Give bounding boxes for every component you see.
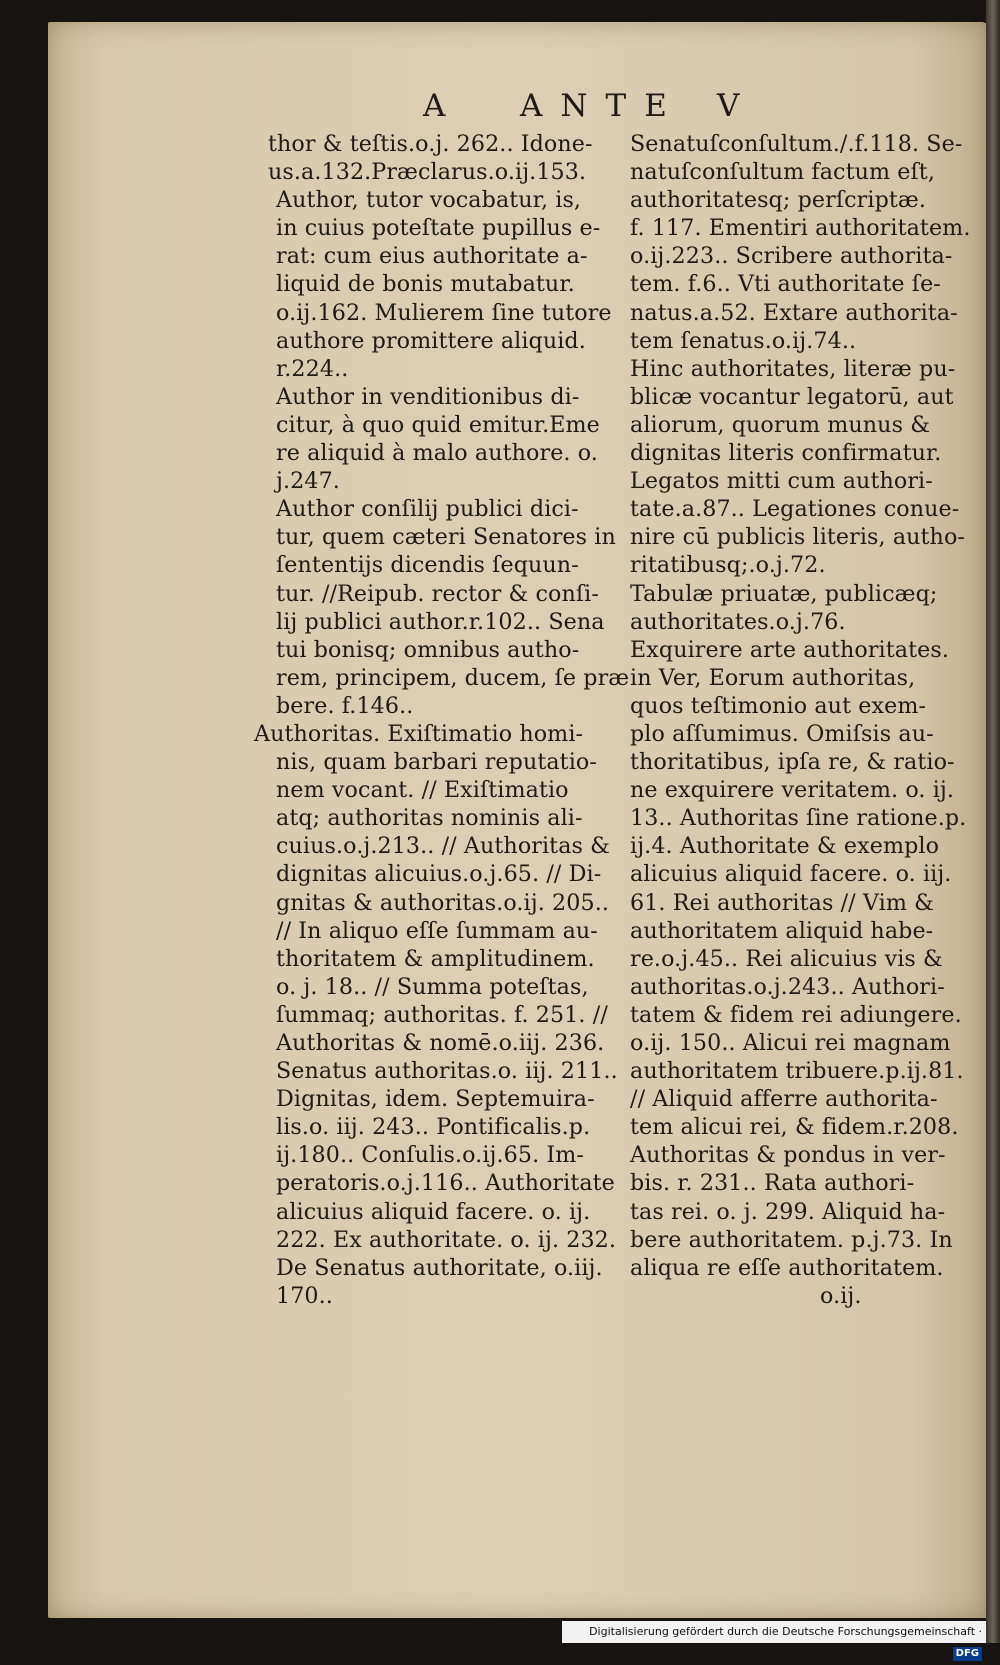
text-line: quos teſtimonio aut exem- xyxy=(630,692,927,719)
text-line: thoritatibus, ipſa re, & ratio- xyxy=(630,749,955,776)
left-column xyxy=(254,130,630,1310)
text-line: us.a.132.Præclarus.o.ij.153. xyxy=(268,159,587,186)
text-line: plo aſſumimus. Omiſsis au- xyxy=(630,720,934,747)
text-line: tem alicui rei, & fidem.r.208. xyxy=(630,1114,959,1141)
text-line: bere authoritatem. p.j.73. In xyxy=(630,1226,953,1253)
footer-credit: Digitalisierung gefördert durch die Deutsche Forschungsgemeinschaft · xyxy=(589,1625,982,1638)
text-line: tas rei. o. j. 299. Aliquid ha- xyxy=(630,1198,946,1225)
text-line: nis, quam barbari reputatio- xyxy=(276,749,597,776)
running-header xyxy=(0,88,1000,128)
text-line: cuius.o.j.213.. // Authoritas & xyxy=(276,833,611,860)
text-line: citur, à quo quid emitur.Eme xyxy=(276,411,600,438)
text-line: thor & teſtis.o.j. 262.. Idone- xyxy=(268,131,593,157)
text-line: alicuius aliquid facere. o. iij. xyxy=(630,861,952,888)
footer-bar xyxy=(562,1621,986,1659)
text-line: authore promittere aliquid. xyxy=(276,327,586,354)
text-line: o.ij. 150.. Alicui rei magnam xyxy=(630,1030,951,1056)
text-line: blicæ vocantur legatorū, aut xyxy=(630,383,954,410)
text-line: atq; authoritas nominis ali- xyxy=(276,805,583,832)
text-line: re aliquid à malo authore. o. xyxy=(276,440,598,467)
text-line: rat: cum eius authoritate a- xyxy=(276,243,588,270)
text-line: r.224.. xyxy=(276,355,349,382)
text-line: dignitas literis confirmatur. xyxy=(630,440,942,467)
text-line: Legatos mitti cum authori- xyxy=(630,468,933,495)
right-column xyxy=(630,130,986,1310)
text-line: Authoritas & nomē.o.iij. 236. xyxy=(276,1030,605,1056)
text-line: Dignitas, idem. Septemuira- xyxy=(276,1086,595,1113)
text-line: Authoritas. Exiſtimatio homi- xyxy=(254,720,584,747)
text-line: Hinc authoritates, literæ pu- xyxy=(630,355,956,382)
text-line: Tabulæ priuatæ, publicæq; xyxy=(630,580,938,607)
text-line: De Senatus authoritate, o.iij. xyxy=(276,1254,603,1281)
text-line: 13.. Authoritas ſine ratione.p. xyxy=(630,805,967,832)
text-line: bis. r. 231.. Rata authori- xyxy=(630,1170,915,1197)
text-line: ſummaq; authoritas. f. 251. // xyxy=(276,1001,608,1028)
text-line: in cuius poteſtate pupillus e- xyxy=(276,215,601,242)
text-line: tatem & fidem rei adiungere. xyxy=(630,1001,962,1028)
text-line: ſententijs dicendis ſequun- xyxy=(276,552,579,579)
text-line: tate.a.87.. Legationes conue- xyxy=(630,496,960,523)
text-line: liquid de bonis mutabatur. xyxy=(276,271,575,298)
text-line: authoritatesq; perſcriptæ. xyxy=(630,187,926,214)
text-line: Senatuſconſultum./.f.118. Se- xyxy=(630,131,963,157)
text-line: f. 117. Ementiri authoritatem. xyxy=(630,215,971,242)
text-line: tui bonisq; omnibus autho- xyxy=(276,636,580,663)
text-line: aliorum, quorum munus & xyxy=(630,411,931,438)
text-line: nem vocant. // Exiſtimatio xyxy=(276,777,569,804)
text-line: 61. Rei authoritas // Vim & xyxy=(630,889,934,916)
header-left: A xyxy=(423,88,446,124)
text-line: 222. Ex authoritate. o. ij. 232. xyxy=(276,1226,617,1253)
text-line: ritatibusq;.o.j.72. xyxy=(630,552,826,579)
text-line: tur, quem cæteri Senatores in xyxy=(276,524,616,551)
text-line: authoritatem tribuere.p.ij.81. xyxy=(630,1058,964,1085)
text-line: ij.4. Authoritate & exemplo xyxy=(630,833,940,860)
text-line: thoritatem & amplitudinem. xyxy=(276,945,595,972)
text-line: authoritatem aliquid habe- xyxy=(630,917,934,944)
text-line: Author, tutor vocabatur, is, xyxy=(276,187,582,214)
text-line: bere. f.146.. xyxy=(276,692,414,719)
text-line: o.ij. xyxy=(820,1282,862,1309)
text-line: lis.o. iij. 243.. Pontificalis.p. xyxy=(276,1114,591,1141)
text-line: natuſconſultum factum eſt, xyxy=(630,159,935,186)
text-line: Exquirere arte authoritates. xyxy=(630,636,949,663)
text-line: in Ver, Eorum authoritas, xyxy=(630,664,916,691)
text-line: rem, principem, ducem, ſe præ xyxy=(276,664,630,691)
text-line: gnitas & authoritas.o.ij. 205.. xyxy=(276,889,609,916)
dfg-logo: DFG xyxy=(953,1647,982,1661)
header-center: ANTE xyxy=(520,88,685,124)
text-line: o.ij.223.. Scribere authorita- xyxy=(630,243,953,270)
text-line: authoritas.o.j.243.. Authori- xyxy=(630,973,945,1000)
header-right: V xyxy=(717,88,740,124)
text-line: Author in venditionibus di- xyxy=(276,383,580,410)
text-line: lij publici author.r.102.. Sena xyxy=(276,608,605,635)
text-line: o.ij.162. Mulierem ſine tutore xyxy=(276,299,612,326)
text-line: Senatus authoritas.o. iij. 211.. xyxy=(276,1058,618,1085)
text-line: 170.. xyxy=(276,1282,333,1309)
text-line: Authoritas & pondus in ver- xyxy=(630,1142,946,1169)
text-line: re.o.j.45.. Rei alicuius vis & xyxy=(630,945,943,972)
text-line: tur. //Reipub. rector & conſi- xyxy=(276,580,599,607)
text-line: o. j. 18.. // Summa poteſtas, xyxy=(276,973,589,1000)
text-line: alicuius aliquid facere. o. ij. xyxy=(276,1198,591,1225)
text-line: aliqua re eſſe authoritatem. xyxy=(630,1254,944,1281)
page-edge xyxy=(986,0,1000,1643)
text-line: nire cū publicis literis, autho- xyxy=(630,524,966,551)
text-line: tem. f.6.. Vti authoritate ſe- xyxy=(630,271,941,298)
text-line: tem ſenatus.o.ij.74.. xyxy=(630,327,857,354)
text-line: ij.180.. Conſulis.o.ij.65. Im- xyxy=(276,1142,584,1169)
text-line: // Aliquid afferre authorita- xyxy=(630,1086,938,1113)
text-line: ne exquirere veritatem. o. ij. xyxy=(630,777,955,804)
text-line: dignitas alicuius.o.j.65. // Di- xyxy=(276,861,602,888)
text-line: // In aliquo eſſe ſummam au- xyxy=(276,917,598,944)
text-line: natus.a.52. Extare authorita- xyxy=(630,299,958,326)
text-line: authoritates.o.j.76. xyxy=(630,608,846,635)
text-line: Author conſilij publici dici- xyxy=(276,496,579,523)
text-line: peratoris.o.j.116.. Authoritate xyxy=(276,1170,615,1197)
text-line: j.247. xyxy=(276,468,340,495)
